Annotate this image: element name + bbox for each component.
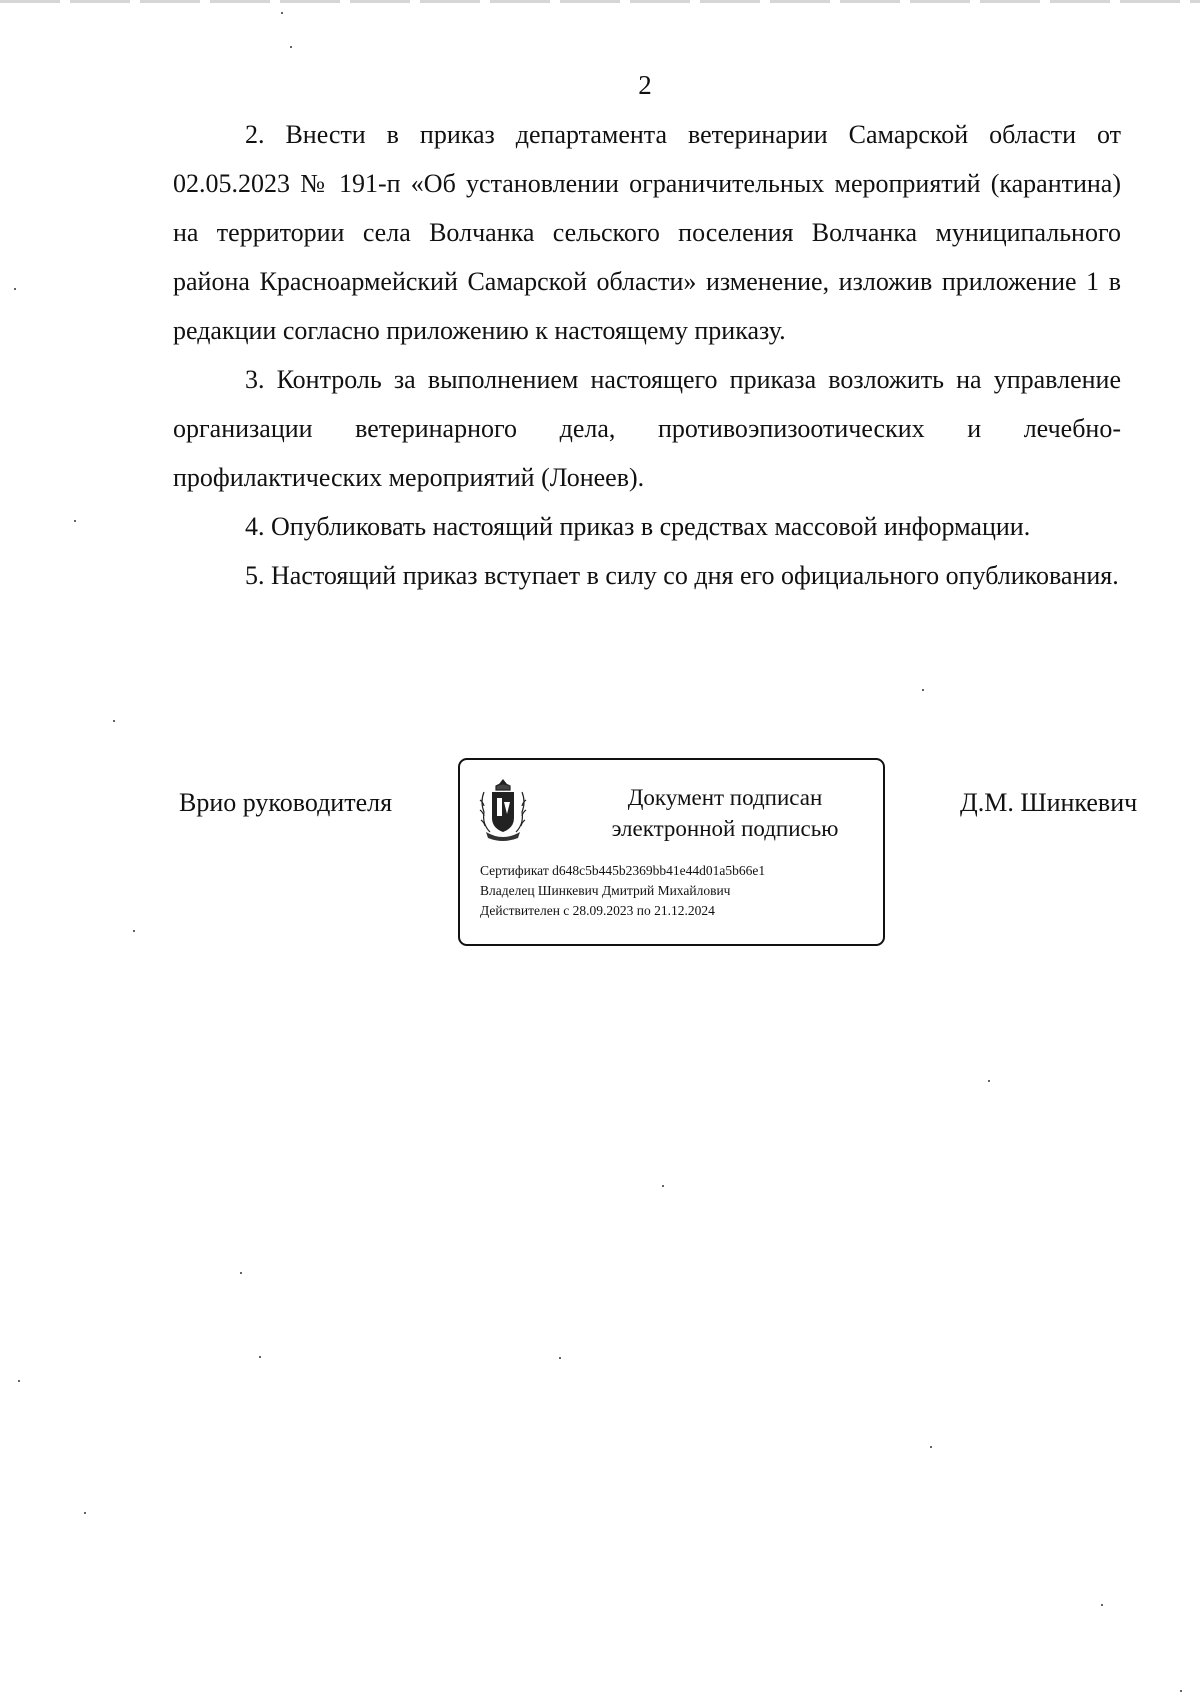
esign-validity: Действителен с 28.09.2023 по 21.12.2024: [480, 903, 715, 918]
paragraph-4: 4. Опубликовать настоящий приказ в средствах массовой информации.: [245, 512, 1031, 541]
page-number: 2: [638, 70, 652, 100]
esign-details: [480, 861, 765, 921]
signature-block: [0, 758, 1200, 958]
esign-heading-line-1: Документ подписан: [627, 785, 823, 810]
order-body: [173, 110, 1121, 600]
esign-heading-line-2: электронной подписью: [611, 816, 839, 841]
paragraph-3: 3. Контроль за выполнением настоящего приказа возложить на управление организации ветеринарного дела, противоэпизоотических и лечебно-профилактических мероприятий (Лонеев).: [173, 365, 1121, 492]
samara-region-coat-of-arms-icon: [478, 778, 528, 842]
paragraph-5: 5. Настоящий приказ вступает в силу со дня его официального опубликования.: [245, 561, 1119, 590]
signer-position: Врио руководителя: [179, 788, 393, 817]
esign-certificate: Сертификат d648c5b445b2369bb41e44d01a5b66e1: [480, 863, 766, 878]
esign-heading: [570, 782, 880, 844]
esign-owner: Владелец Шинкевич Дмитрий Михайлович: [480, 883, 731, 898]
electronic-signature-stamp: [458, 758, 885, 946]
paragraph-2: 2. Внести в приказ департамента ветеринарии Самарской области от 02.05.2023 № 191-п «Об установлении ограничительных мероприятий (карантина) на территории села Волчанка сельского поселения Волчанка муниципального района Красноармейский Самарской области» изменение, изложив приложение 1 в редакции согласно приложению к настоящему приказу.: [173, 120, 1121, 345]
signer-name: Д.М. Шинкевич: [960, 788, 1138, 817]
scan-top-edge: [0, 0, 1200, 3]
